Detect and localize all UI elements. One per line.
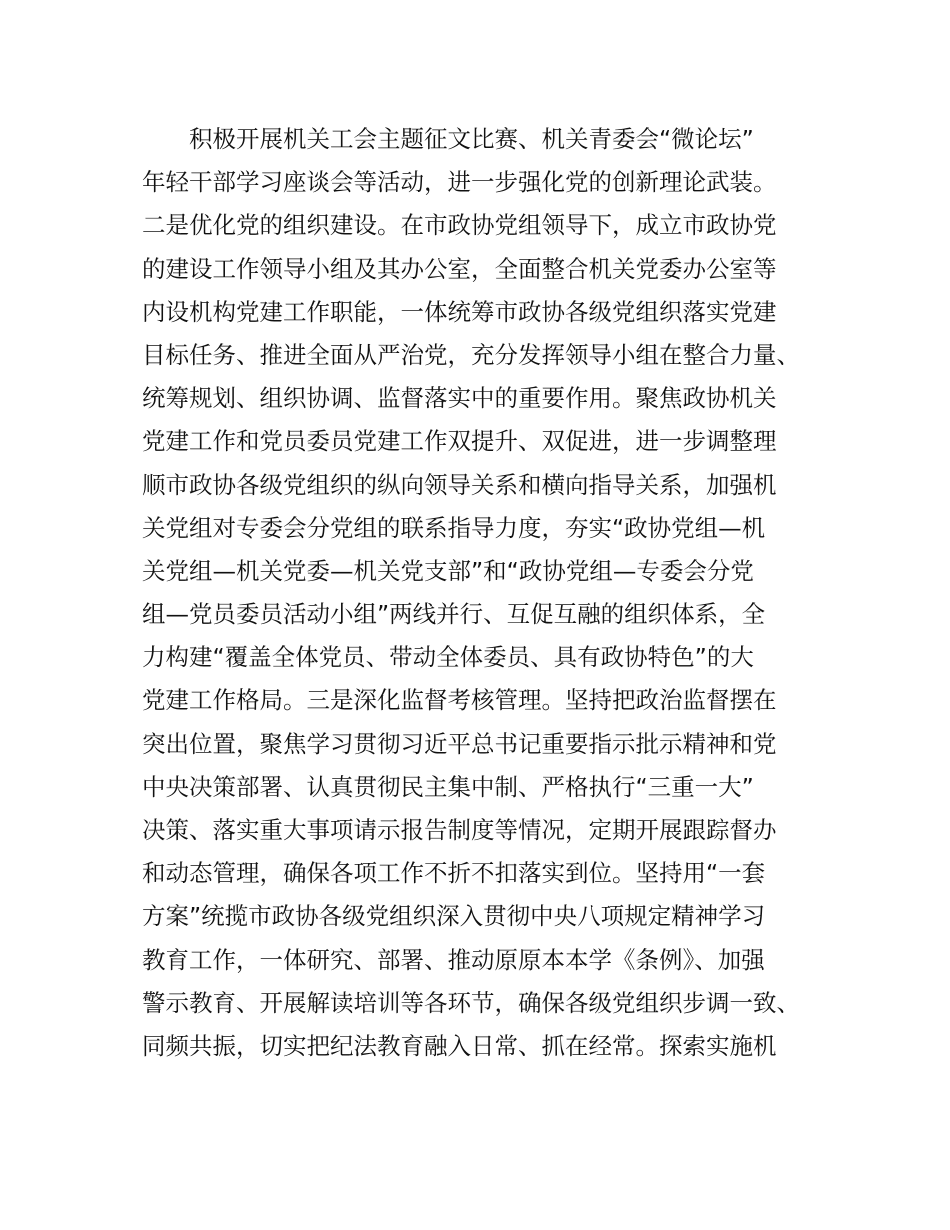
text-line: 方案”统揽市政协各级党组织深入贯彻中央八项规定精神学习 bbox=[142, 902, 766, 931]
text-line: 中央决策部署、认真贯彻民主集中制、严格执行“三重一大” bbox=[142, 772, 754, 801]
body-text bbox=[142, 118, 832, 1068]
text-line: 教育工作，一体研究、部署、推动原原本本学《条例》、加强 bbox=[142, 945, 765, 974]
text-line: 组—党员委员活动小组”两线并行、互促互融的组织体系，全 bbox=[142, 600, 766, 629]
text-line: 积极开展机关工会主题征文比赛、机关青委会“微论坛” bbox=[189, 125, 754, 153]
text-line: 警示教育、开展解读培训等各环节，确保各级党组织步调一致、 bbox=[142, 988, 800, 1017]
text-line: 顺市政协各级党组织的纵向领导关系和横向指导关系，加强机 bbox=[142, 470, 777, 499]
text-line: 关党组—机关党委—机关党支部”和“政协党组—专委会分党 bbox=[142, 556, 754, 585]
text-line: 内设机构党建工作职能，一体统筹市政协各级党组织落实党建 bbox=[142, 297, 777, 326]
text-line: 的建设工作领导小组及其办公室，全面整合机关党委办公室等 bbox=[142, 254, 777, 283]
text-line: 突出位置，聚焦学习贯彻习近平总书记重要指示批示精神和党 bbox=[142, 729, 777, 758]
text-line: 目标任务、推进全面从严治党，充分发挥领导小组在整合力量、 bbox=[142, 340, 800, 369]
text-line: 力构建“覆盖全体党员、带动全体委员、具有政协特色”的大 bbox=[142, 643, 754, 672]
text-line: 二是优化党的组织建设。在市政协党组领导下，成立市政协党 bbox=[142, 211, 777, 240]
text-line: 同频共振，切实把纪法教育融入日常、抓在经常。探索实施机 bbox=[142, 1031, 777, 1060]
text-line: 统筹规划、组织协调、监督落实中的重要作用。聚焦政协机关 bbox=[142, 384, 777, 413]
text-line: 决策、落实重大事项请示报告制度等情况，定期开展跟踪督办 bbox=[142, 816, 777, 844]
text-line: 关党组对专委会分党组的联系指导力度，夯实“政协党组—机 bbox=[142, 513, 766, 542]
text-line: 年轻干部学习座谈会等活动，进一步强化党的创新理论武装。 bbox=[142, 168, 777, 197]
text-line: 党建工作格局。三是深化监督考核管理。坚持把政治监督摆在 bbox=[142, 686, 777, 715]
text-line: 党建工作和党员委员党建工作双提升、双促进，进一步调整理 bbox=[142, 427, 777, 456]
text-line: 和动态管理，确保各项工作不折不扣落实到位。坚持用“一套 bbox=[142, 859, 766, 888]
